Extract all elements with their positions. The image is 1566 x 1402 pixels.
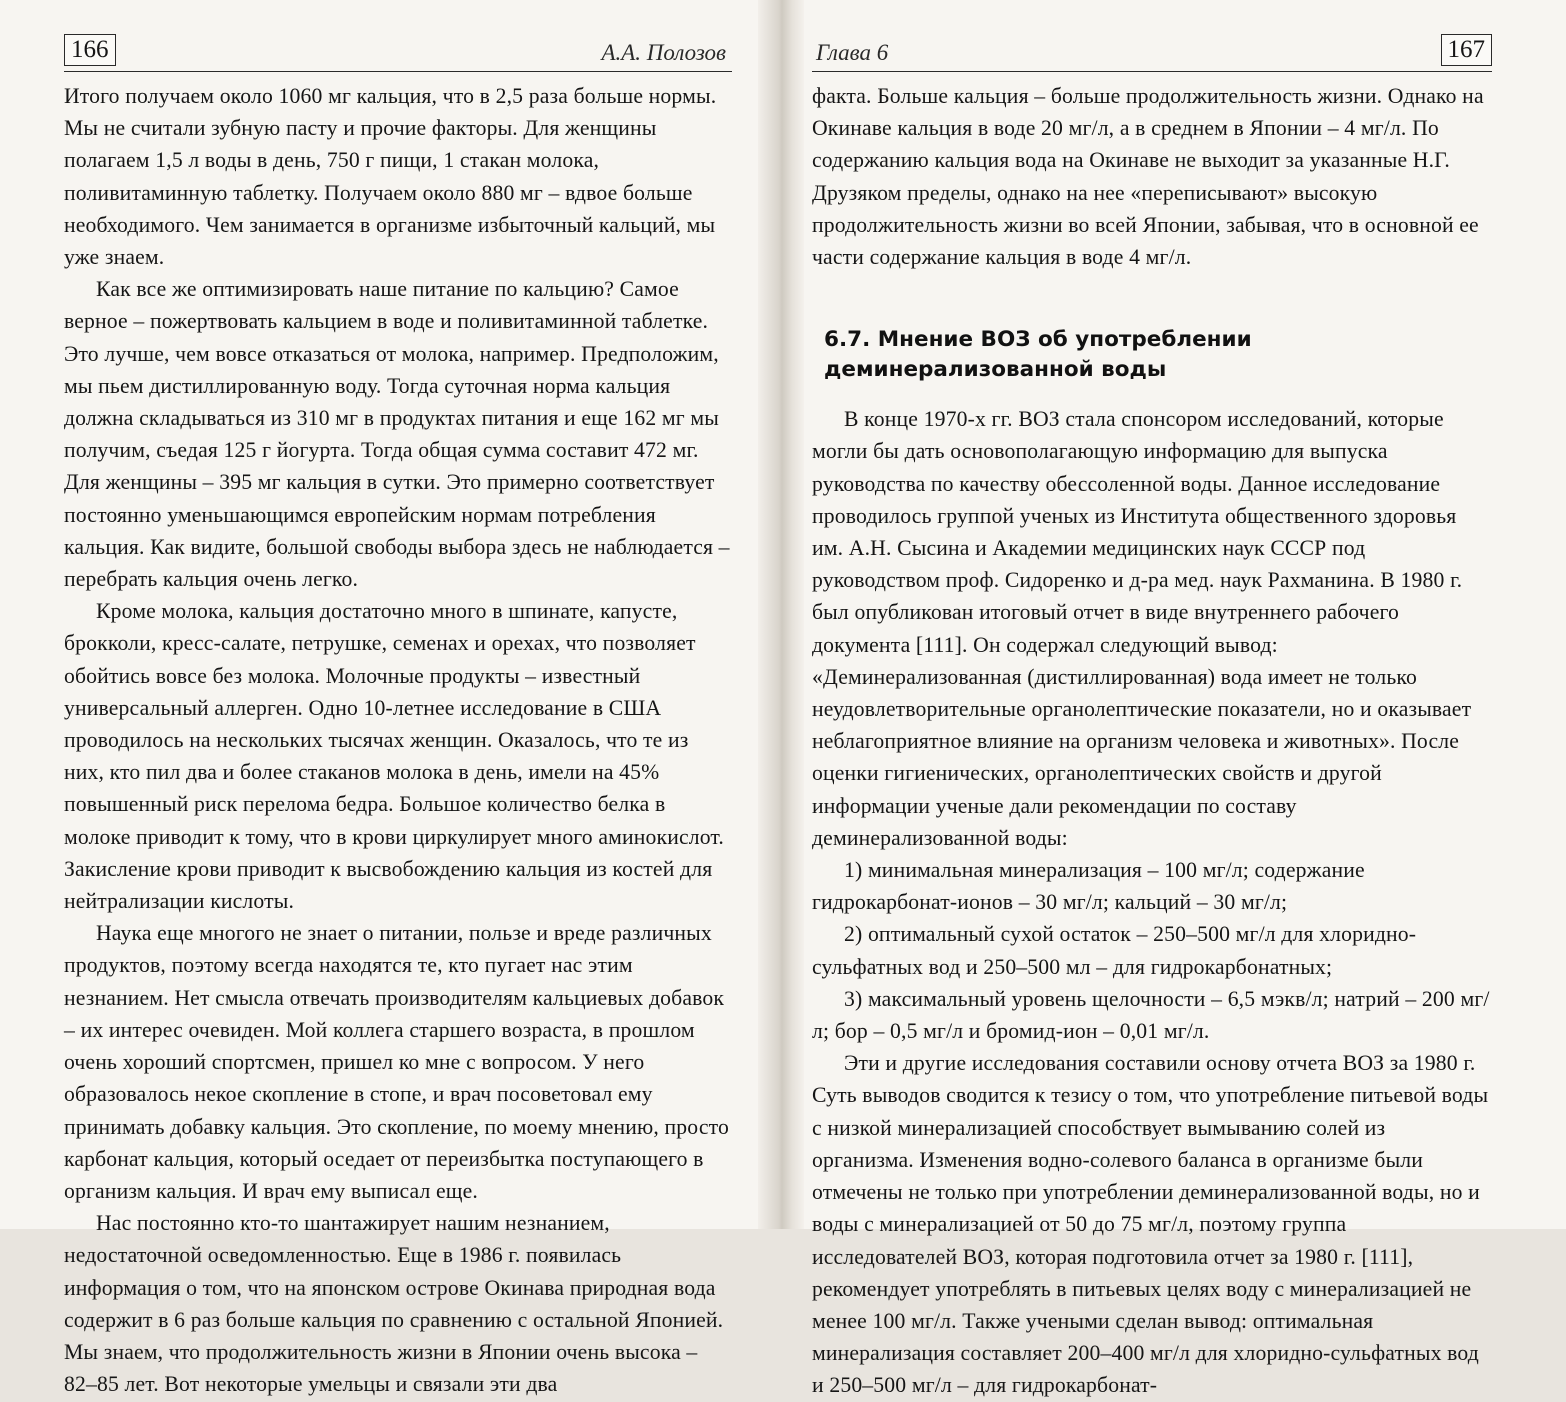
section-heading-line-2: деминерализованной воды (824, 357, 1167, 383)
left-page (64, 28, 732, 1397)
left-paragraph-3: Кроме молока, кальция достаточно много в шпинате, капусте, брокколи, кресс-салате, петрушке, семенах и орехах, что позволяет обойтись вовсе без молока. Молочные продукты – известный универсальный аллерген. Одно 10-летнее исследование в США проводилось на нескольких тысячах женщин. Оказалось, что те из них, кто пил два и более стаканов молока в день, имели на 45% повышенный риск перелома бедра. Большое количество белка в молоке приводит к тому, что в крови циркулирует много аминокислот. Закисление крови приводит к высвобождению кальция из костей для нейтрализации кислоты. (64, 599, 725, 914)
left-paragraph-4: Наука еще многого не знает о питании, пользе и вреде различных продуктов, поэтому всегда находятся те, кто пугает нас этим незнанием. Нет смысла отвечать производителям кальциевых добавок – их интерес очевиден. Мой коллега старшего возраста, в прошлом очень хороший спортсмен, пришел ко мне с вопросом. У него образовалось некое скопление в стопе, и врач посоветовал ему принимать добавку кальция. Это скопление, по моему мнению, просто карбонат кальция, который оседает от переизбытка поступающего в организм кальция. И врач ему выписал еще. (64, 921, 729, 1203)
right-running-head (812, 28, 1492, 72)
section-heading (824, 325, 1492, 385)
right-paragraph-2: Эти и другие исследования составили основу отчета ВОЗ за 1980 г. Суть выводов сводится к тезису о том, что употребление питьевой воды с низкой минерализацией способствует вымыванию солей из организма. Изменения водно-солевого баланса в организме были отмечены не только при употреблении деминерализованной воды, но и воды с минерализацией от 50 до 75 мг/л, поэтому группа исследователей ВОЗ, которая подготовила отчет за 1980 г. [111], рекомендует употреблять в питьевых целях воду с минерализацией не менее 100 мг/л. Также учеными сделан вывод: оптимальная минерализация составляет 200–400 мг/л для хлоридно-сульфатных вод и 250–500 мг/л – для гидрокарбонат- (812, 1051, 1489, 1398)
section-heading-line-1: 6.7. Мнение ВОЗ об употреблении (824, 327, 1252, 353)
right-paragraph-1: В конце 1970-х гг. ВОЗ стала спонсором исследований, которые могли бы дать основополагающую информацию для выпуска руководства по качеству обессоленной воды. Данное исследование проводилось группой ученых из Института общественного здоровья им. А.Н. Сысина и Академии медицинских наук СССР под руководством проф. Сидоренко и д-ра мед. наук Рахманина. В 1980 г. был опубликован итоговый отчет в виде внутреннего рабочего документа [111]. Он содержал следующий вывод: «Деминерализованная (дистиллированная) вода имеет не только неудовлетворительные органолептические показатели, но и оказывает неблагоприятное влияние на организм человека и животных». После оценки гигиенических, органолептических свойств и другой информации ученые дали рекомендации по составу деминерализованной воды: (812, 407, 1472, 850)
list-item-3: 3) максимальный уровень щелочности – 6,5 мэкв/л; натрий – 200 мг/л; бор – 0,5 мг/л и бромид-ион – 0,01 мг/л. (812, 986, 1490, 1044)
list-item-2: 2) оптимальный сухой остаток – 250–500 мг/л для хлоридно-сульфатных вод и 250–500 мл – для гидрокарбонатных; (812, 922, 1417, 979)
left-paragraph-5: Нас постоянно кто-то шантажирует нашим незнанием, недостаточной осведомленностью. Еще в 1986 г. появилась информация о том, что на японском острове Окинава природная вода содержит в 6 раз больше кальция по сравнению с остальной Японией. Мы знаем, что продолжительность жизни в Японии очень высока – 82–85 лет. Вот некоторые умельцы и связали эти два (64, 1211, 724, 1397)
list-item-1: 1) минимальная минерализация – 100 мг/л; содержание гидрокарбонат-ионов – 30 мг/л; кальций – 30 мг/л; (812, 858, 1365, 915)
left-page-number: 166 (64, 34, 116, 66)
right-running-head-chapter: Глава 6 (816, 40, 889, 65)
left-body-text (64, 80, 732, 1400)
left-running-head (64, 28, 732, 72)
left-paragraph-2: Как все же оптимизировать наше питание по кальцию? Самое верное – пожертвовать кальцием в воде и поливитаминной таблетке. Это лучше, чем вовсе отказаться от молока, например. Предположим, мы пьем дистиллированную воду. Тогда суточная норма кальция должна складываться из 310 мг в продуктах питания и еще 162 мг мы получим, съедая 125 г йогурта. Тогда общая сумма составит 472 мг. Для женщины – 395 мг кальция в сутки. Это примерно соответствует постоянно уменьшающимся европейским нормам потребления кальция. Как видите, большой свободы выбора здесь не наблюдается – перебрать кальция очень легко. (64, 277, 730, 592)
right-page (812, 28, 1492, 1398)
left-running-head-author: А.А. Полозов (601, 40, 726, 65)
book-gutter (758, 0, 804, 1229)
right-page-number: 167 (1441, 34, 1493, 66)
right-body-text (812, 80, 1492, 1402)
right-continuation-paragraph: факта. Больше кальция – больше продолжительность жизни. Однако на Окинаве кальция в воде 20 мг/л, а в среднем в Японии – 4 мг/л. По содержанию кальция вода на Окинаве не выходит за указанные Н.Г. Друзяком пределы, однако на нее «переписывают» высокую продолжительность жизни во всей Японии, забывая, что в основной ее части содержание кальция в воде 4 мг/л. (812, 84, 1484, 270)
left-paragraph-1: Итого получаем около 1060 мг кальция, что в 2,5 раза больше нормы. Мы не считали зубную пасту и прочие факторы. Для женщины полагаем 1,5 л воды в день, 750 г пищи, 1 стакан молока, поливитаминную таблетку. Получаем около 880 мг – вдвое больше необходимого. Чем занимается в организме избыточный кальций, мы уже знаем. (64, 84, 717, 270)
